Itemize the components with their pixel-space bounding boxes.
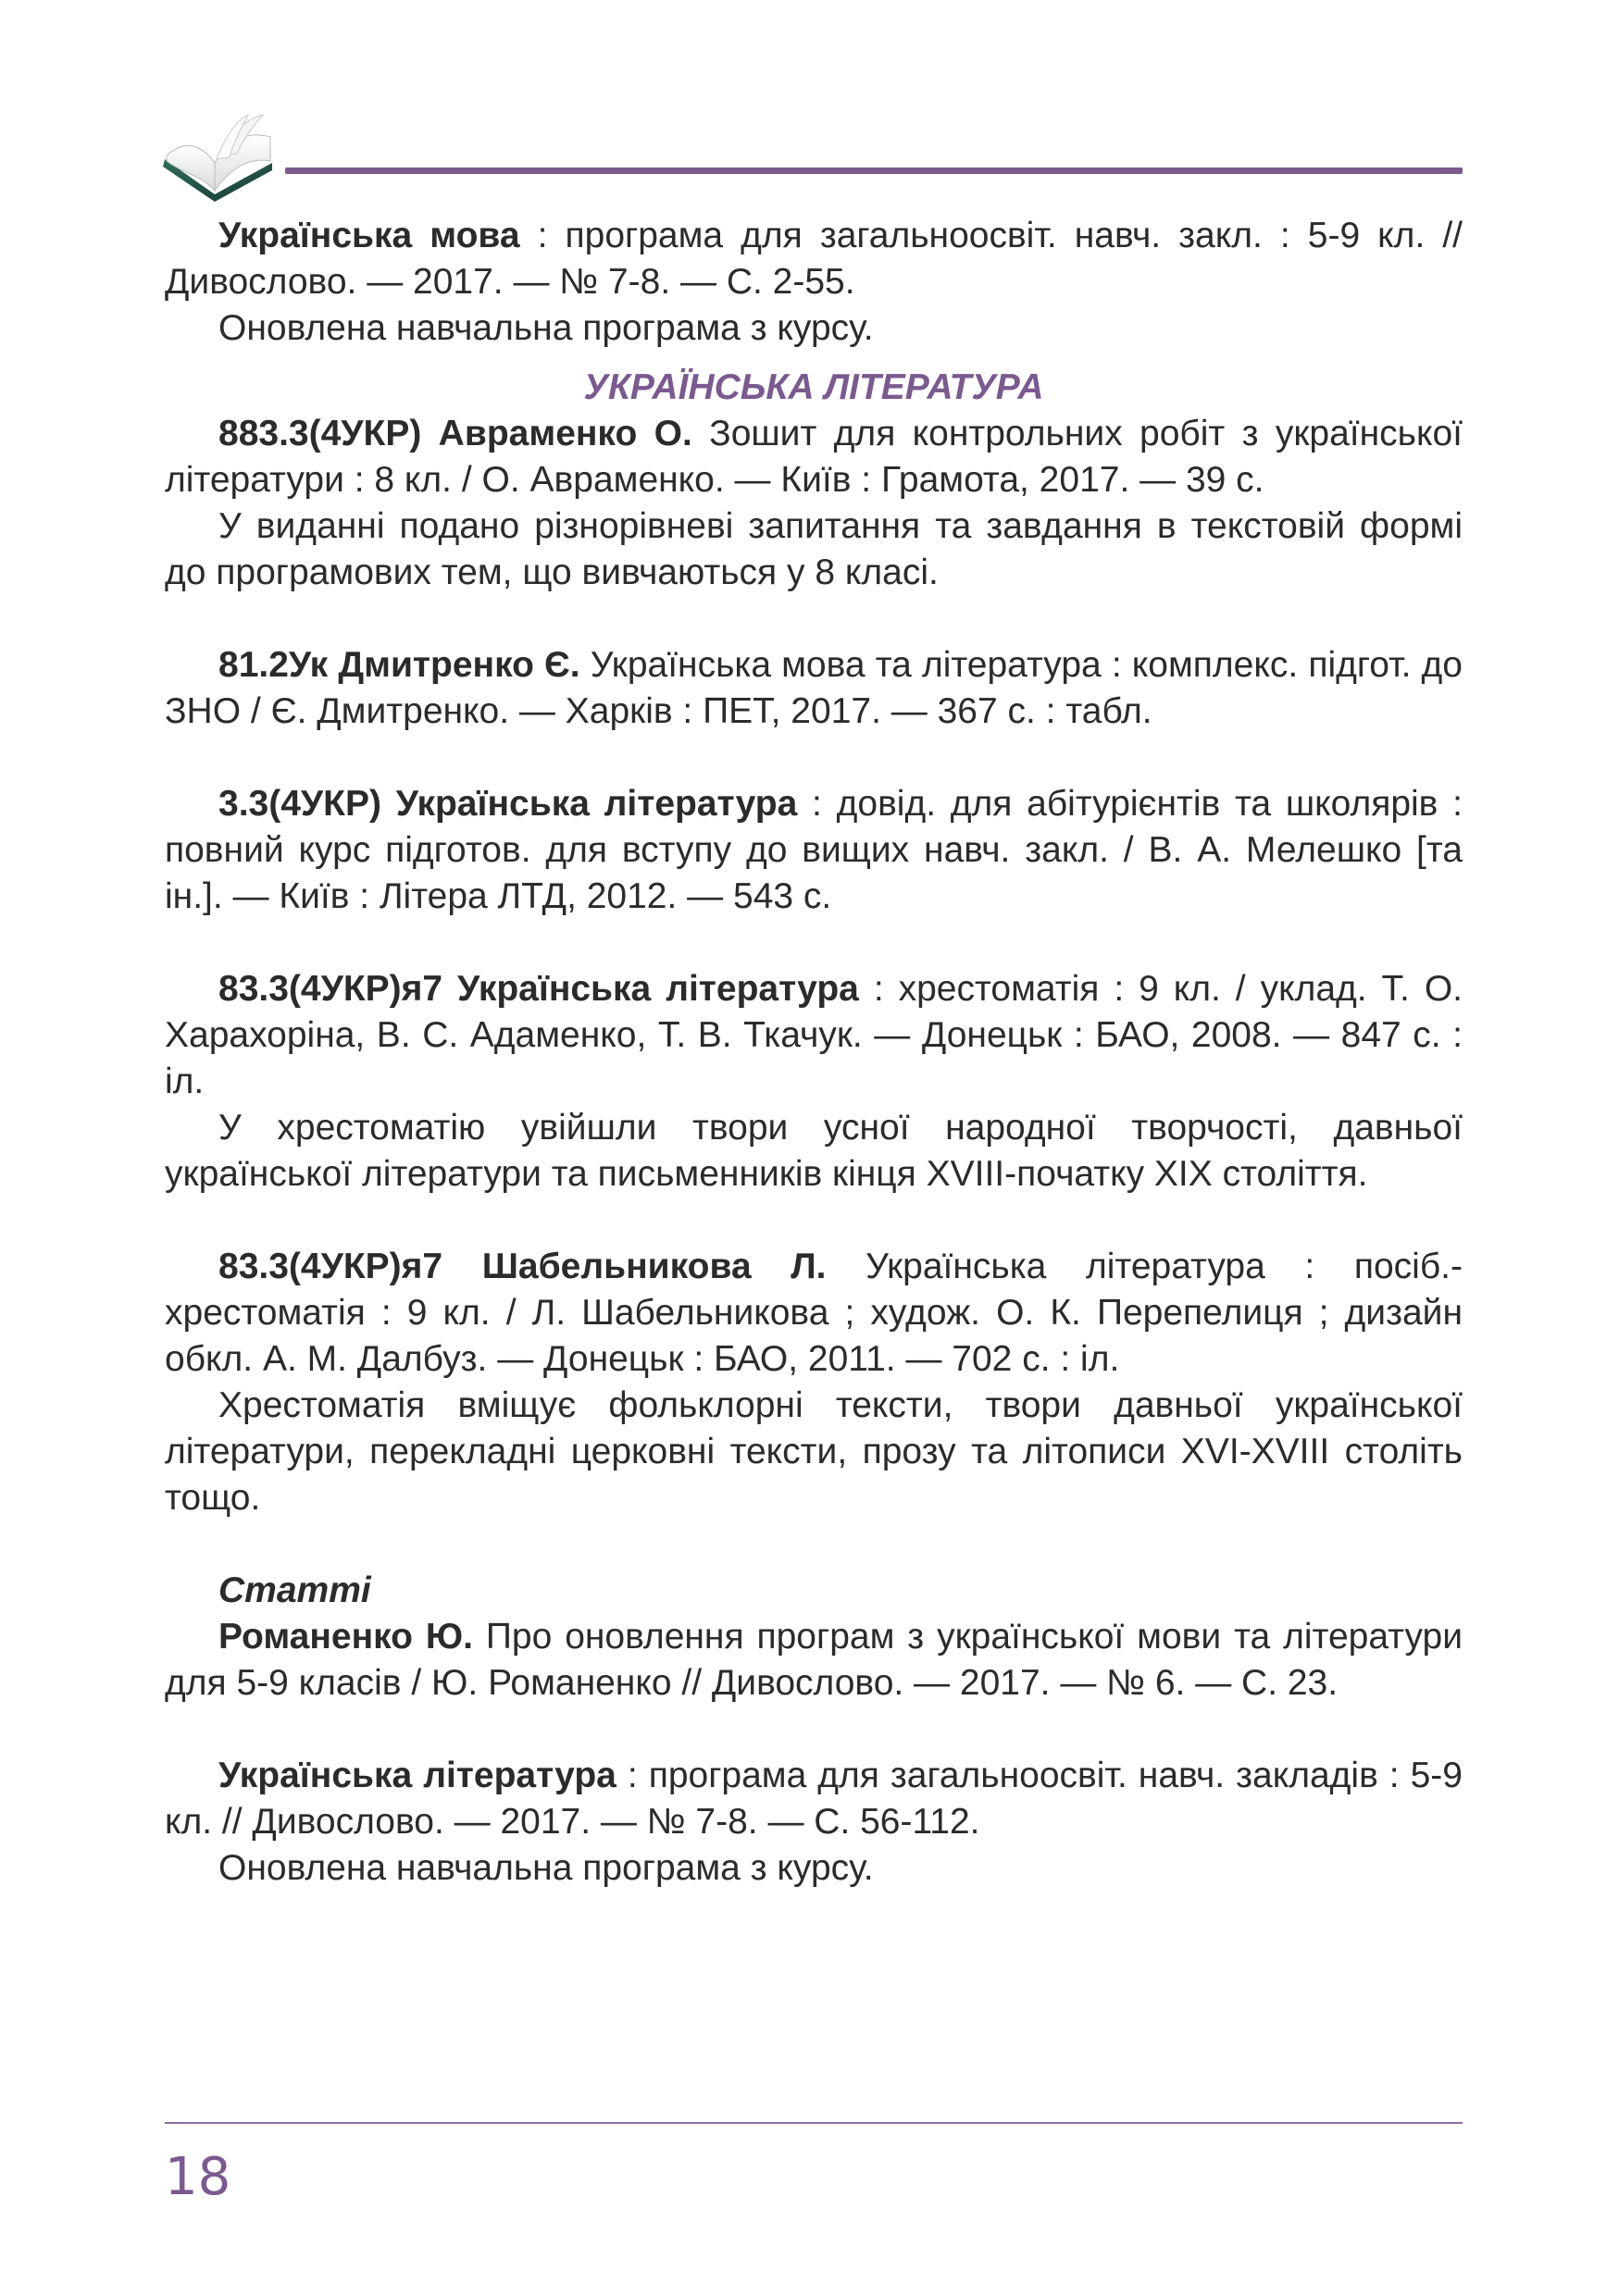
bibliography-entry [165,213,1463,305]
entry-heading: 3.3(4УКР) Українська література [218,784,798,824]
entry-heading: 81.2Ук Дмитренко Є. [218,645,580,685]
entry-list [165,411,1463,1568]
entry-annotation: Оновлена навчальна програма з курсу. [218,308,874,348]
bibliography-entry [165,1614,1463,1706]
entry-text: Українська мова та література : комплекс. підгот. до ЗНО / Є. Дмитренко. — Харків : ПЕТ, 2017. — 367 с. : табл. [165,645,1463,731]
header-rule [285,168,1463,174]
entry-heading: 83.3(4УКР)я7 Українська література [218,969,859,1009]
entry-annotation: Хрестоматія вміщує фольклорні тексти, твори давньої української літератури, перекладні церковні тексти, прозу та літописи XVI-XVIII століть тощо. [165,1385,1463,1518]
entry-heading: 883.3(4УКР) Авраменко О. [218,414,692,453]
bibliography-entry [165,1244,1463,1383]
entry-heading: Українська мова [218,216,520,255]
entry-text: : довід. для абітурієнтів та школярів : повний курс підготов. для вступу до вищих навч. закл. / В. А. Мелешко [та ін.]. — Київ : Літера ЛТД, 2012. — 543 с. [165,784,1463,916]
entry-list [165,1614,1463,1892]
entry-text: Українська література : посіб.-хрестоматія : 9 кл. / Л. Шабельникова ; худож. О. К. Перепелиця ; дизайн обкл. А. М. Далбуз. — Донецьк : БАО, 2011. — 702 с. : іл. [165,1247,1463,1379]
entry-text: : програма для загальноосвіт. навч. закл. : 5-9 кл. // Дивослово. — 2017. — № 7-8. — С. 2-55. [165,216,1463,302]
bibliography-entry [165,966,1463,1105]
entry-heading: 83.3(4УКР)я7 Шабельникова Л. [218,1247,827,1286]
entry-list [165,213,1463,352]
entry-heading: Романенко Ю. [218,1617,473,1657]
footer-rule [165,2122,1463,2124]
main-content [165,213,1463,1892]
entry-annotation: У виданні подано різнорівневі запитання та завдання в текстовій формі до програмових тем, що вивчаються у 8 класі. [165,506,1463,592]
page-number: 18 [165,2147,231,2207]
entry-text: Зошит для контрольних робіт з української літератури : 8 кл. / О. Авраменко. — Київ : Грамота, 2017. — 39 с. [165,414,1463,500]
bibliography-entry [165,1753,1463,1845]
entry-text: : програма для загальноосвіт. навч. закладів : 5-9 кл. // Дивослово. — 2017. — № 7-8. — С. 56-112. [165,1756,1463,1842]
entry-heading: Українська література [218,1756,616,1795]
entry-annotation: У хрестоматію увійшли твори усної народної творчості, давньої української літератури та письменників кінця XVIII-початку XIX століття. [165,1108,1463,1194]
bibliography-entry [165,781,1463,920]
bibliography-entry [165,642,1463,735]
entry-text: Про оновлення програм з української мови та літератури для 5-9 класів / Ю. Романенко // Дивослово. — 2017. — № 6. — С. 23. [165,1617,1463,1703]
open-book-icon [159,109,280,202]
bibliography-entry [165,411,1463,503]
section-title: УКРАЇНСЬКА ЛІТЕРАТУРА [583,367,1044,407]
entry-text: : хрестоматія : 9 кл. / уклад. Т. О. Харахоріна, В. С. Адаменко, Т. В. Ткачук. — Донецьк : БАО, 2008. — 847 с. : іл. [165,969,1463,1101]
subsection-heading: Статті [218,1570,371,1610]
entry-annotation: Оновлена навчальна програма з курсу. [218,1848,874,1888]
